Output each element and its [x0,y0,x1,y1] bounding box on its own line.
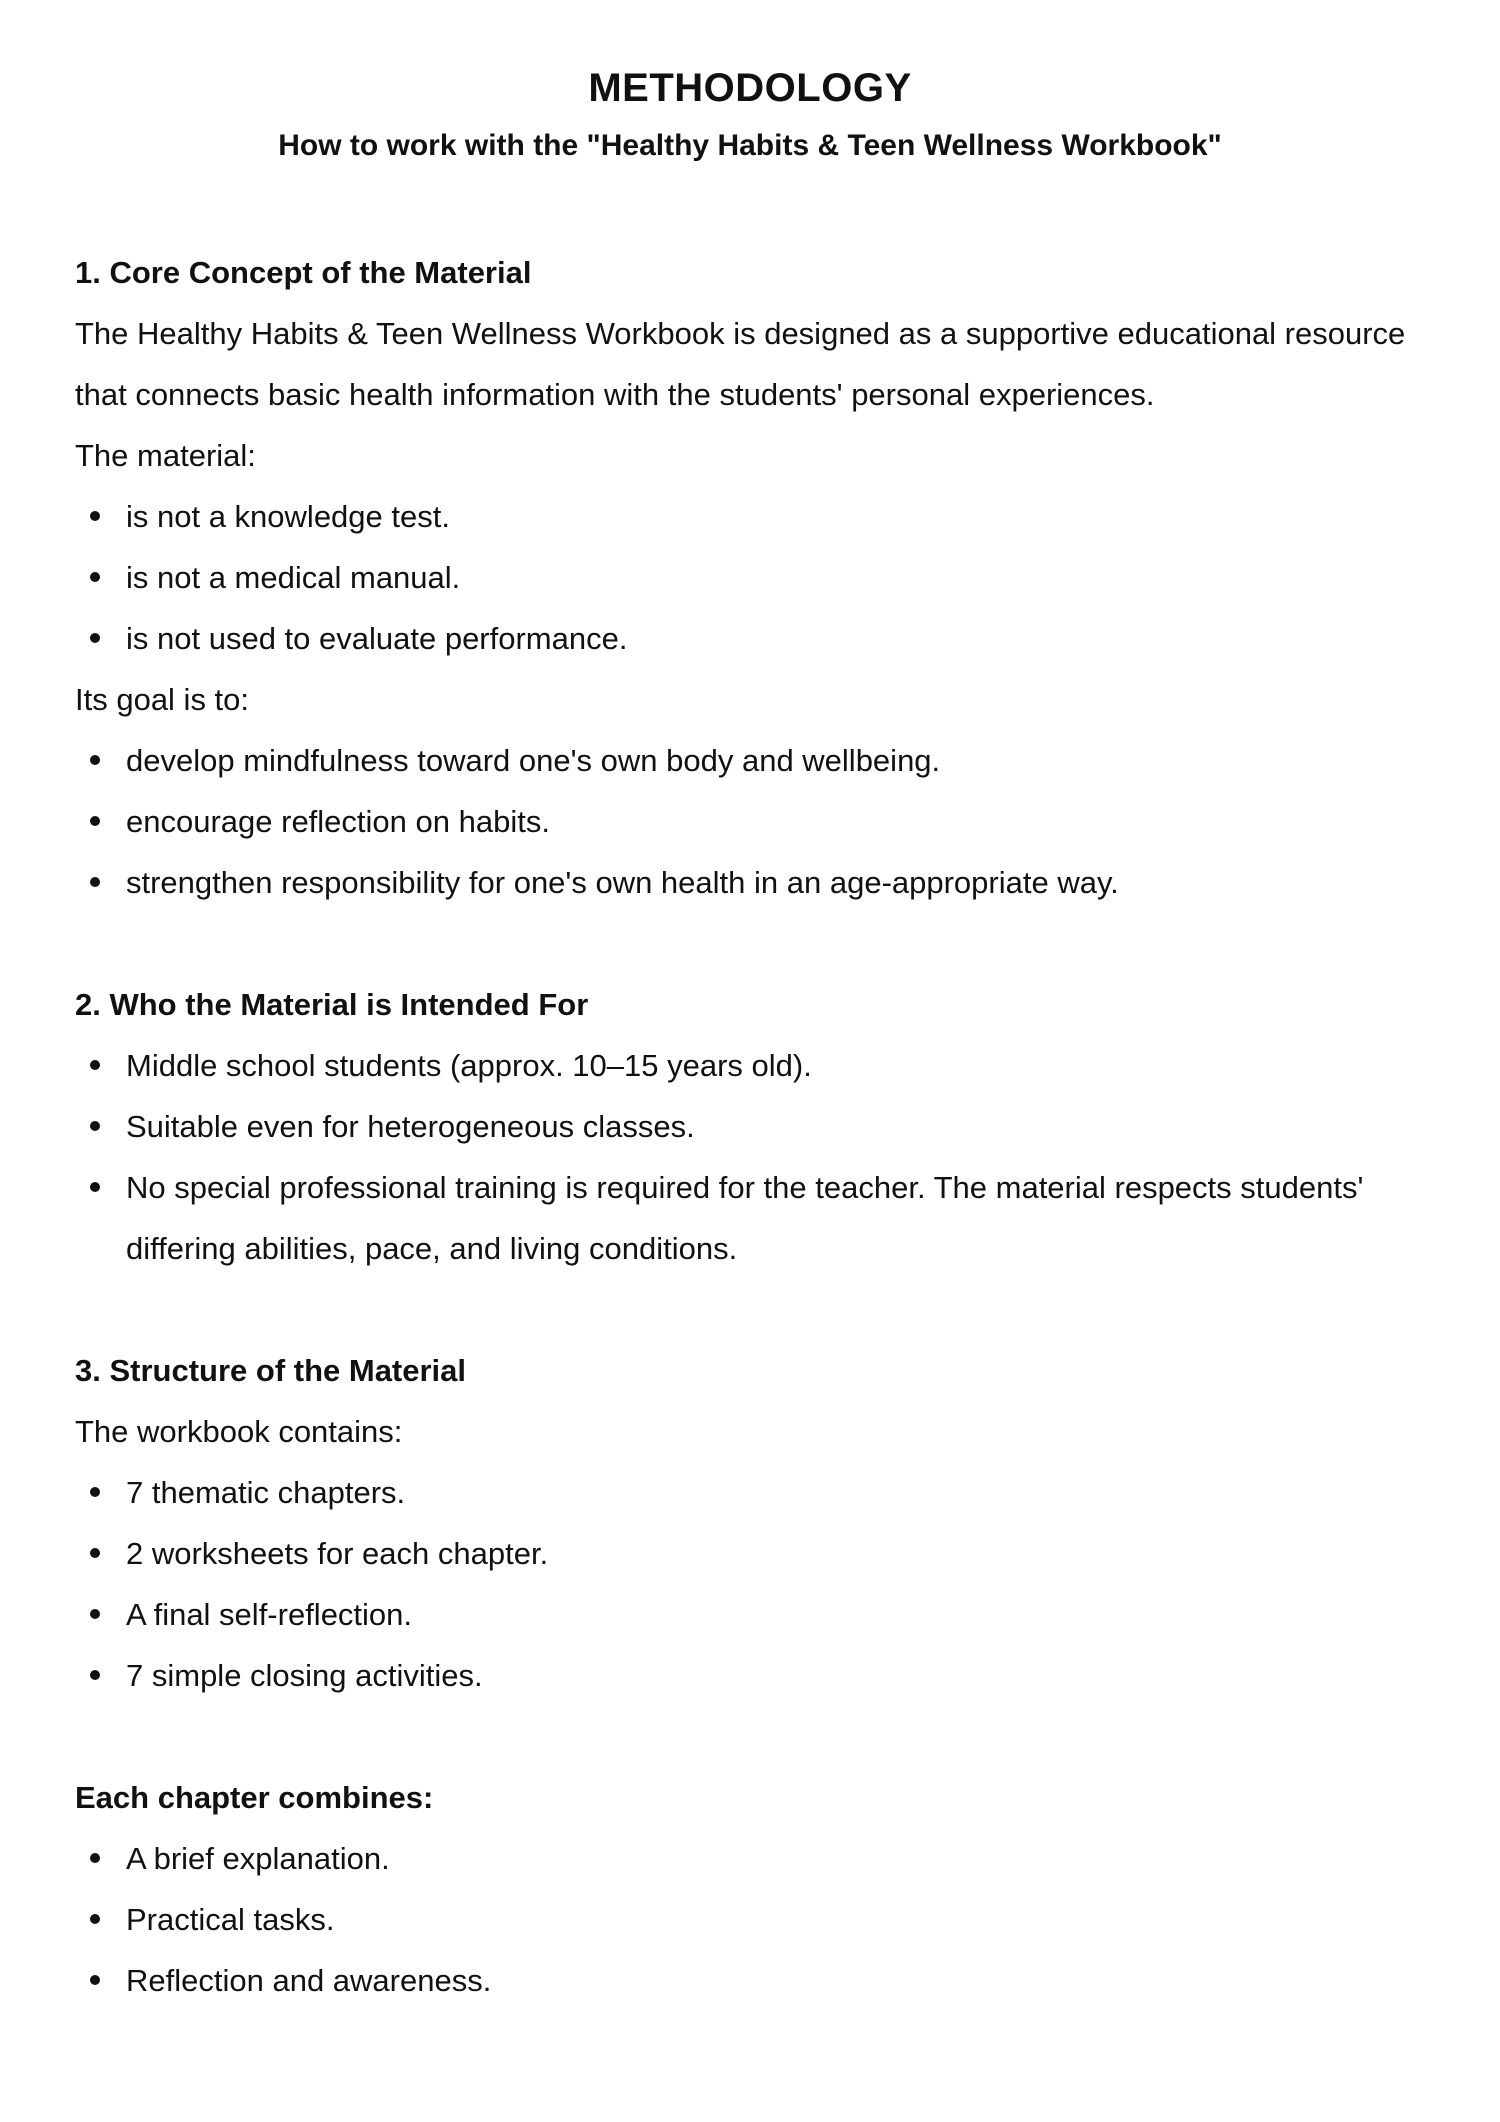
section-audience [75,974,1425,1279]
list-item-text: 2 worksheets for each chapter. [126,1536,549,1571]
section-structure [75,1340,1425,1706]
list-item [75,486,1425,547]
core-concept-lead-goal: Its goal is to: [75,682,250,717]
list-item-text: A final self-reflection. [126,1597,413,1632]
list-item-text: Suitable even for heterogeneous classes. [126,1109,695,1144]
audience-list [75,1035,1425,1279]
list-item [75,852,1425,913]
list-item-text: is not a knowledge test. [126,499,450,534]
bullet-icon [90,1975,100,1985]
list-item-text: Reflection and awareness. [126,1963,492,1998]
bullet-icon [90,877,100,887]
bullet-icon [90,1060,100,1070]
section-heading-core-concept: 1. Core Concept of the Material [75,255,532,290]
structure-list [75,1462,1425,1706]
chapter-combines-list [75,1828,1425,2011]
list-item-text: Middle school students (approx. 10–15 years old). [126,1048,812,1083]
bullet-icon [90,1853,100,1863]
bullet-icon [90,816,100,826]
bullet-icon [90,755,100,765]
list-item-text: encourage reflection on habits. [126,804,550,839]
core-concept-not-list [75,486,1425,669]
list-item [75,1096,1425,1157]
structure-lead: The workbook contains: [75,1414,403,1449]
list-item-text: A brief explanation. [126,1841,390,1876]
page-title: METHODOLOGY [588,66,912,110]
list-item [75,1950,1425,2011]
list-item [75,1462,1425,1523]
page-subtitle: How to work with the "Healthy Habits & Teen Wellness Workbook" [278,129,1222,162]
list-item-text: is not used to evaluate performance. [126,621,628,656]
list-item-text: develop mindfulness toward one's own body and wellbeing. [126,743,941,778]
bullet-icon [90,1487,100,1497]
list-item [75,608,1425,669]
list-item-text: strengthen responsibility for one's own health in an age-appropriate way. [126,865,1119,900]
core-concept-goal-list [75,730,1425,913]
list-item-text: 7 simple closing activities. [126,1658,483,1693]
list-item-text: Practical tasks. [126,1902,335,1937]
list-item [75,730,1425,791]
bullet-icon [90,1182,100,1192]
section-core-concept [75,242,1425,913]
section-heading-chapter-combines: Each chapter combines: [75,1780,434,1815]
bullet-icon [90,1670,100,1680]
bullet-icon [90,1548,100,1558]
section-heading-structure: 3. Structure of the Material [75,1353,467,1388]
list-item [75,1889,1425,1950]
list-item [75,1828,1425,1889]
bullet-icon [90,1121,100,1131]
bullet-icon [90,1609,100,1619]
list-item [75,1157,1425,1279]
list-item-text: No special professional training is required for the teacher. The material respects students' differing abilities, pace, and living conditions. [126,1170,1364,1266]
list-item [75,791,1425,852]
list-item [75,1584,1425,1645]
section-heading-audience: 2. Who the Material is Intended For [75,987,589,1022]
core-concept-intro: The Healthy Habits & Teen Wellness Workbook is designed as a supportive educational resource that connects basic health information with the students' personal experiences. [75,316,1406,412]
list-item [75,1645,1425,1706]
bullet-icon [90,1914,100,1924]
bullet-icon [90,511,100,521]
section-chapter-combines [75,1767,1425,2011]
list-item-text: 7 thematic chapters. [126,1475,406,1510]
list-item-text: is not a medical manual. [126,560,461,595]
list-item [75,547,1425,608]
bullet-icon [90,633,100,643]
bullet-icon [90,572,100,582]
list-item [75,1523,1425,1584]
core-concept-lead-not: The material: [75,438,256,473]
list-item [75,1035,1425,1096]
